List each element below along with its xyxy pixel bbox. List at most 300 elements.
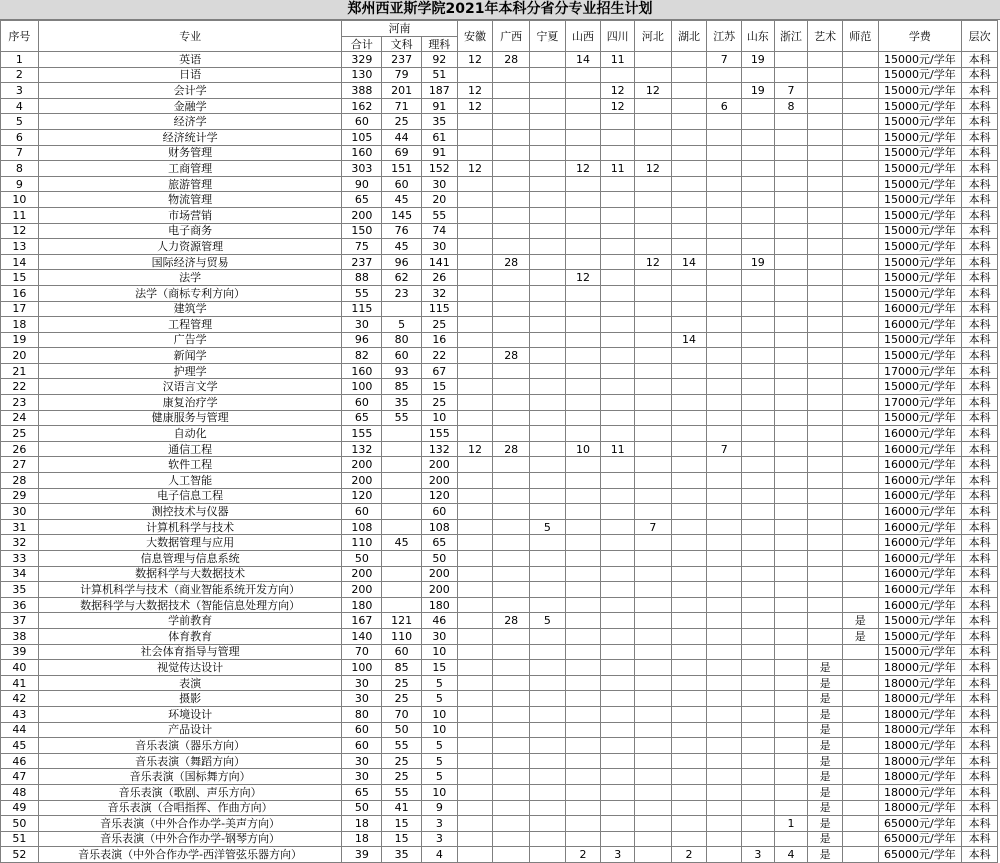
province-cell xyxy=(530,597,566,613)
province-cell xyxy=(565,379,601,395)
level-cell: 本科 xyxy=(962,816,998,832)
province-cell xyxy=(530,816,566,832)
henan-arts-cell: 45 xyxy=(382,192,422,208)
province-cell xyxy=(671,784,707,800)
province-cell xyxy=(601,270,635,286)
major-cell: 测控技术与仪器 xyxy=(38,504,342,520)
table-row xyxy=(1,816,998,832)
henan-total-cell: 88 xyxy=(342,270,382,286)
henan-total-cell: 60 xyxy=(342,504,382,520)
seq-cell: 20 xyxy=(1,348,39,364)
province-cell xyxy=(707,831,742,847)
province-cell xyxy=(530,566,566,582)
normal-cell xyxy=(842,348,878,364)
province-cell xyxy=(493,831,530,847)
level-cell: 本科 xyxy=(962,722,998,738)
major-cell: 数据科学与大数据技术（智能信息处理方向） xyxy=(38,597,342,613)
province-cell: 8 xyxy=(774,98,808,114)
major-cell: 护理学 xyxy=(38,363,342,379)
province-cell xyxy=(601,706,635,722)
table-row xyxy=(1,145,998,161)
seq-cell: 35 xyxy=(1,582,39,598)
province-cell xyxy=(493,504,530,520)
normal-cell xyxy=(842,847,878,863)
level-cell: 本科 xyxy=(962,426,998,442)
fee-cell: 15000元/学年 xyxy=(878,192,962,208)
major-cell: 大数据管理与应用 xyxy=(38,535,342,551)
normal-cell xyxy=(842,176,878,192)
henan-total-cell: 180 xyxy=(342,597,382,613)
province-cell xyxy=(635,270,672,286)
table-row xyxy=(1,270,998,286)
province-cell xyxy=(565,753,601,769)
province-cell xyxy=(601,317,635,333)
level-cell: 本科 xyxy=(962,644,998,660)
province-cell xyxy=(774,254,808,270)
province-cell xyxy=(742,301,775,317)
normal-cell xyxy=(842,285,878,301)
normal-cell xyxy=(842,551,878,567)
henan-arts-cell: 79 xyxy=(382,67,422,83)
province-cell xyxy=(565,410,601,426)
art-cell: 是 xyxy=(808,722,843,738)
table-row xyxy=(1,738,998,754)
level-cell: 本科 xyxy=(962,597,998,613)
henan-arts-cell xyxy=(382,301,422,317)
level-cell: 本科 xyxy=(962,129,998,145)
province-cell xyxy=(565,628,601,644)
seq-cell: 26 xyxy=(1,441,39,457)
fee-cell: 15000元/学年 xyxy=(878,114,962,130)
henan-arts-cell: 45 xyxy=(382,239,422,255)
province-cell xyxy=(601,613,635,629)
province-cell xyxy=(457,410,493,426)
seq-cell: 25 xyxy=(1,426,39,442)
henan-arts-cell: 60 xyxy=(382,348,422,364)
province-cell xyxy=(457,753,493,769)
henan-arts-cell xyxy=(382,519,422,535)
level-cell: 本科 xyxy=(962,317,998,333)
major-cell: 新闻学 xyxy=(38,348,342,364)
henan-total-cell: 132 xyxy=(342,441,382,457)
province-cell xyxy=(707,395,742,411)
province-cell xyxy=(530,254,566,270)
table-row xyxy=(1,332,998,348)
province-cell xyxy=(530,847,566,863)
province-cell xyxy=(671,738,707,754)
province-cell xyxy=(493,488,530,504)
province-cell xyxy=(742,348,775,364)
level-cell: 本科 xyxy=(962,239,998,255)
art-cell xyxy=(808,83,843,99)
province-cell xyxy=(457,192,493,208)
province-cell xyxy=(493,597,530,613)
province-cell xyxy=(774,332,808,348)
province-cell: 6 xyxy=(707,98,742,114)
normal-cell xyxy=(842,644,878,660)
province-cell xyxy=(671,176,707,192)
province-cell xyxy=(635,379,672,395)
table-row xyxy=(1,285,998,301)
table-row xyxy=(1,52,998,68)
province-cell xyxy=(601,239,635,255)
level-cell: 本科 xyxy=(962,52,998,68)
province-cell: 10 xyxy=(565,441,601,457)
major-cell: 会计学 xyxy=(38,83,342,99)
province-cell xyxy=(707,488,742,504)
fee-cell: 16000元/学年 xyxy=(878,551,962,567)
province-cell xyxy=(671,551,707,567)
province-cell xyxy=(671,628,707,644)
henan-arts-cell xyxy=(382,566,422,582)
province-cell xyxy=(457,644,493,660)
province-cell xyxy=(493,535,530,551)
normal-cell xyxy=(842,722,878,738)
province-cell xyxy=(742,535,775,551)
seq-cell: 6 xyxy=(1,129,39,145)
province-cell xyxy=(707,551,742,567)
seq-cell: 16 xyxy=(1,285,39,301)
province-cell xyxy=(457,114,493,130)
level-cell: 本科 xyxy=(962,551,998,567)
normal-cell xyxy=(842,784,878,800)
province-cell xyxy=(565,675,601,691)
province-cell xyxy=(671,566,707,582)
art-cell xyxy=(808,317,843,333)
province-cell xyxy=(530,332,566,348)
province-cell xyxy=(565,504,601,520)
province-cell xyxy=(707,410,742,426)
province-cell xyxy=(530,192,566,208)
province-cell xyxy=(601,738,635,754)
table-row xyxy=(1,410,998,426)
province-cell xyxy=(774,488,808,504)
henan-science-cell: 15 xyxy=(421,379,457,395)
normal-cell xyxy=(842,457,878,473)
henan-science-cell: 26 xyxy=(421,270,457,286)
henan-arts-cell: 55 xyxy=(382,738,422,754)
province-cell xyxy=(565,254,601,270)
seq-cell: 14 xyxy=(1,254,39,270)
major-cell: 人力资源管理 xyxy=(38,239,342,255)
province-cell xyxy=(565,800,601,816)
level-cell: 本科 xyxy=(962,566,998,582)
province-cell xyxy=(635,317,672,333)
henan-total-cell: 120 xyxy=(342,488,382,504)
province-cell xyxy=(601,504,635,520)
province-cell xyxy=(707,176,742,192)
henan-total-cell: 75 xyxy=(342,239,382,255)
henan-arts-cell: 80 xyxy=(382,332,422,348)
province-cell xyxy=(565,317,601,333)
seq-cell: 27 xyxy=(1,457,39,473)
henan-total-cell: 108 xyxy=(342,519,382,535)
normal-cell xyxy=(842,161,878,177)
province-cell xyxy=(601,722,635,738)
henan-total-cell: 55 xyxy=(342,285,382,301)
province-cell xyxy=(601,410,635,426)
province-cell xyxy=(707,473,742,489)
header-province: 广西 xyxy=(493,21,530,52)
fee-cell: 15000元/学年 xyxy=(878,348,962,364)
art-cell: 是 xyxy=(808,660,843,676)
art-cell: 是 xyxy=(808,706,843,722)
level-cell: 本科 xyxy=(962,706,998,722)
major-cell: 电子商务 xyxy=(38,223,342,239)
art-cell: 是 xyxy=(808,784,843,800)
henan-science-cell: 20 xyxy=(421,192,457,208)
province-cell xyxy=(601,675,635,691)
province-cell xyxy=(601,223,635,239)
henan-total-cell: 18 xyxy=(342,816,382,832)
henan-arts-cell: 25 xyxy=(382,675,422,691)
province-cell xyxy=(635,192,672,208)
province-cell xyxy=(671,223,707,239)
province-cell xyxy=(707,847,742,863)
seq-cell: 24 xyxy=(1,410,39,426)
seq-cell: 15 xyxy=(1,270,39,286)
province-cell xyxy=(565,301,601,317)
province-cell: 28 xyxy=(493,52,530,68)
province-cell xyxy=(565,285,601,301)
table-row xyxy=(1,582,998,598)
province-cell xyxy=(671,769,707,785)
henan-arts-cell: 5 xyxy=(382,317,422,333)
level-cell: 本科 xyxy=(962,114,998,130)
henan-arts-cell: 151 xyxy=(382,161,422,177)
henan-total-cell: 65 xyxy=(342,784,382,800)
henan-arts-cell: 85 xyxy=(382,660,422,676)
henan-science-cell: 3 xyxy=(421,816,457,832)
henan-science-cell: 16 xyxy=(421,332,457,348)
major-cell: 体育教育 xyxy=(38,628,342,644)
henan-science-cell: 200 xyxy=(421,457,457,473)
fee-cell: 16000元/学年 xyxy=(878,488,962,504)
header-fee: 学费 xyxy=(878,21,962,52)
henan-total-cell: 70 xyxy=(342,644,382,660)
province-cell: 4 xyxy=(774,847,808,863)
henan-science-cell: 5 xyxy=(421,738,457,754)
province-cell xyxy=(601,488,635,504)
henan-arts-cell xyxy=(382,441,422,457)
normal-cell xyxy=(842,317,878,333)
level-cell: 本科 xyxy=(962,831,998,847)
major-cell: 广告学 xyxy=(38,332,342,348)
normal-cell xyxy=(842,753,878,769)
henan-science-cell: 5 xyxy=(421,675,457,691)
province-cell xyxy=(774,769,808,785)
province-cell xyxy=(742,597,775,613)
province-cell xyxy=(565,644,601,660)
seq-cell: 46 xyxy=(1,753,39,769)
province-cell xyxy=(493,317,530,333)
level-cell: 本科 xyxy=(962,161,998,177)
province-cell xyxy=(601,363,635,379)
henan-science-cell: 67 xyxy=(421,363,457,379)
fee-cell: 18000元/学年 xyxy=(878,784,962,800)
major-cell: 表演 xyxy=(38,675,342,691)
header-province: 浙江 xyxy=(774,21,808,52)
province-cell xyxy=(493,145,530,161)
table-row xyxy=(1,847,998,863)
header-province: 山西 xyxy=(565,21,601,52)
province-cell xyxy=(671,348,707,364)
province-cell xyxy=(707,83,742,99)
henan-arts-cell xyxy=(382,551,422,567)
seq-cell: 45 xyxy=(1,738,39,754)
province-cell: 12 xyxy=(457,83,493,99)
province-cell xyxy=(565,769,601,785)
province-cell xyxy=(707,753,742,769)
level-cell: 本科 xyxy=(962,488,998,504)
fee-cell: 15000元/学年 xyxy=(878,207,962,223)
henan-arts-cell: 41 xyxy=(382,800,422,816)
province-cell xyxy=(671,270,707,286)
province-cell: 14 xyxy=(671,254,707,270)
province-cell xyxy=(671,582,707,598)
table-row xyxy=(1,800,998,816)
henan-total-cell: 155 xyxy=(342,426,382,442)
province-cell xyxy=(530,285,566,301)
province-cell xyxy=(530,83,566,99)
fee-cell: 18000元/学年 xyxy=(878,691,962,707)
seq-cell: 19 xyxy=(1,332,39,348)
province-cell xyxy=(601,192,635,208)
henan-science-cell: 120 xyxy=(421,488,457,504)
henan-total-cell: 160 xyxy=(342,145,382,161)
province-cell: 12 xyxy=(601,98,635,114)
province-cell xyxy=(707,597,742,613)
henan-arts-cell xyxy=(382,457,422,473)
province-cell xyxy=(774,644,808,660)
art-cell: 是 xyxy=(808,769,843,785)
province-cell xyxy=(530,706,566,722)
province-cell xyxy=(774,800,808,816)
province-cell: 7 xyxy=(774,83,808,99)
fee-cell: 18000元/学年 xyxy=(878,660,962,676)
province-cell xyxy=(774,161,808,177)
province-cell xyxy=(774,410,808,426)
henan-total-cell: 60 xyxy=(342,738,382,754)
province-cell xyxy=(565,816,601,832)
normal-cell: 是 xyxy=(842,613,878,629)
major-cell: 法学（商标专利方向） xyxy=(38,285,342,301)
major-cell: 建筑学 xyxy=(38,301,342,317)
province-cell: 11 xyxy=(601,161,635,177)
province-cell xyxy=(493,426,530,442)
normal-cell xyxy=(842,83,878,99)
province-cell xyxy=(635,582,672,598)
henan-science-cell: 10 xyxy=(421,722,457,738)
fee-cell: 16000元/学年 xyxy=(878,566,962,582)
province-cell xyxy=(601,582,635,598)
province-cell xyxy=(457,628,493,644)
level-cell: 本科 xyxy=(962,441,998,457)
seq-cell: 13 xyxy=(1,239,39,255)
fee-cell: 15000元/学年 xyxy=(878,98,962,114)
province-cell xyxy=(457,847,493,863)
province-cell xyxy=(493,722,530,738)
henan-science-cell: 30 xyxy=(421,176,457,192)
level-cell: 本科 xyxy=(962,332,998,348)
table-row xyxy=(1,192,998,208)
level-cell: 本科 xyxy=(962,410,998,426)
table-row xyxy=(1,223,998,239)
province-cell: 11 xyxy=(601,52,635,68)
province-cell xyxy=(601,379,635,395)
province-cell xyxy=(742,738,775,754)
province-cell xyxy=(530,395,566,411)
province-cell xyxy=(671,301,707,317)
header-henan-total: 合计 xyxy=(342,37,382,52)
henan-total-cell: 237 xyxy=(342,254,382,270)
henan-science-cell: 10 xyxy=(421,410,457,426)
province-cell xyxy=(671,52,707,68)
province-cell xyxy=(774,223,808,239)
province-cell: 28 xyxy=(493,613,530,629)
province-cell xyxy=(635,348,672,364)
henan-arts-cell xyxy=(382,582,422,598)
province-cell xyxy=(457,129,493,145)
province-cell xyxy=(565,660,601,676)
province-cell xyxy=(635,441,672,457)
province-cell xyxy=(530,348,566,364)
province-cell xyxy=(457,426,493,442)
art-cell xyxy=(808,628,843,644)
province-cell xyxy=(671,379,707,395)
province-cell xyxy=(565,535,601,551)
province-cell xyxy=(742,285,775,301)
henan-science-cell: 9 xyxy=(421,800,457,816)
table-row xyxy=(1,675,998,691)
seq-cell: 48 xyxy=(1,784,39,800)
province-cell xyxy=(635,223,672,239)
province-cell xyxy=(635,738,672,754)
henan-arts-cell: 50 xyxy=(382,722,422,738)
seq-cell: 32 xyxy=(1,535,39,551)
province-cell xyxy=(742,395,775,411)
major-cell: 人工智能 xyxy=(38,473,342,489)
table-row xyxy=(1,769,998,785)
art-cell xyxy=(808,363,843,379)
province-cell xyxy=(707,706,742,722)
province-cell xyxy=(774,675,808,691)
henan-science-cell: 4 xyxy=(421,847,457,863)
normal-cell xyxy=(842,363,878,379)
fee-cell: 15000元/学年 xyxy=(878,52,962,68)
province-cell xyxy=(742,784,775,800)
fee-cell: 15000元/学年 xyxy=(878,254,962,270)
province-cell xyxy=(707,738,742,754)
province-cell xyxy=(635,706,672,722)
normal-cell xyxy=(842,254,878,270)
province-cell xyxy=(774,129,808,145)
province-cell xyxy=(493,644,530,660)
province-cell xyxy=(493,176,530,192)
province-cell xyxy=(601,535,635,551)
province-cell xyxy=(635,239,672,255)
province-cell xyxy=(635,784,672,800)
province-cell xyxy=(742,504,775,520)
henan-science-cell: 35 xyxy=(421,114,457,130)
province-cell: 3 xyxy=(601,847,635,863)
header-henan-arts: 文科 xyxy=(382,37,422,52)
seq-cell: 1 xyxy=(1,52,39,68)
province-cell xyxy=(774,239,808,255)
province-cell xyxy=(774,784,808,800)
level-cell: 本科 xyxy=(962,784,998,800)
province-cell xyxy=(707,504,742,520)
